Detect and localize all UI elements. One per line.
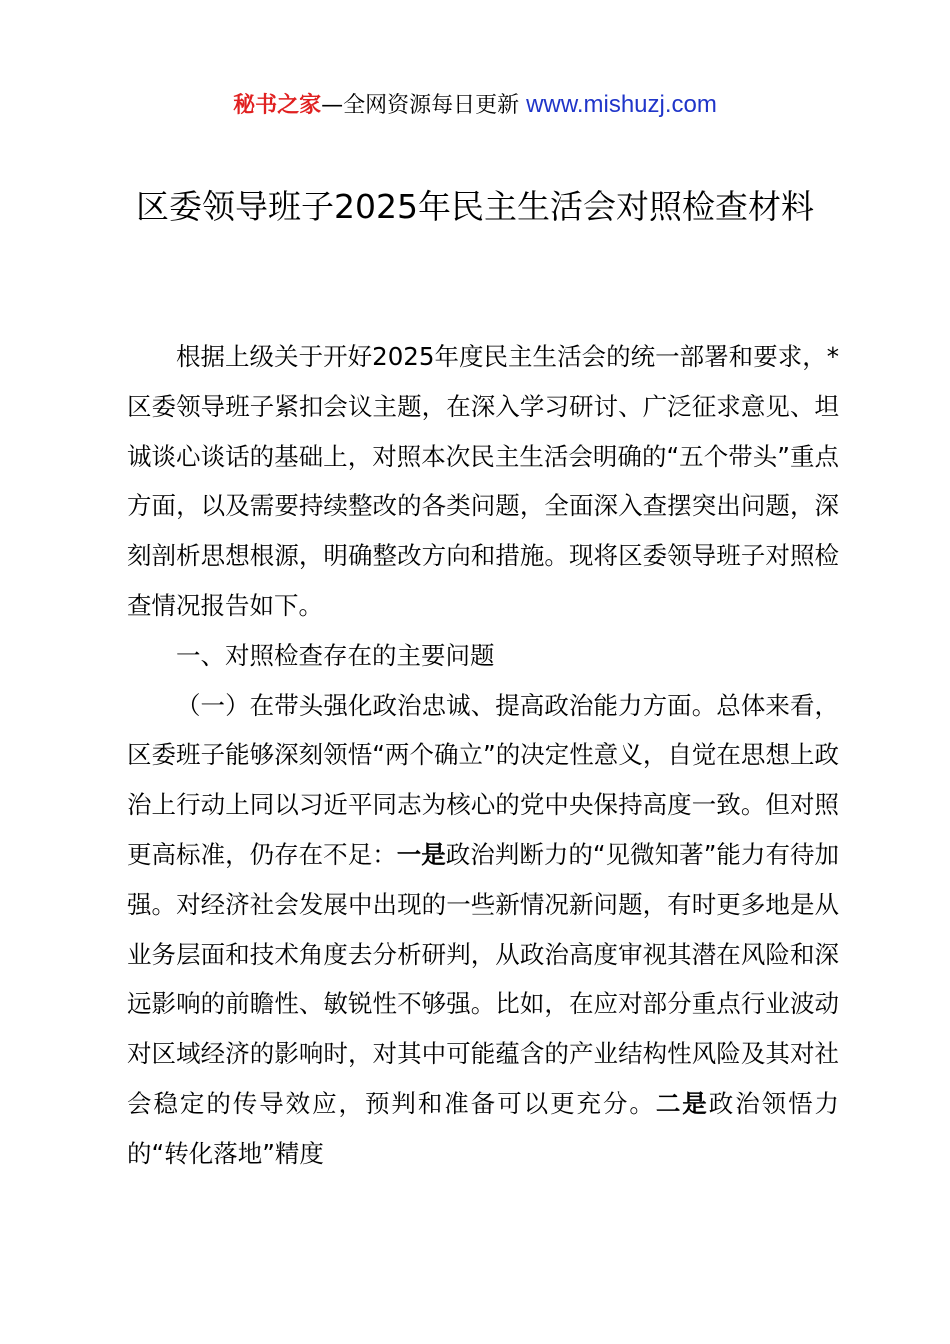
brand-name: 秘书之家 (233, 93, 322, 118)
point-one-marker: 一是 (396, 839, 446, 869)
site-url[interactable]: www.mishuzj.com (526, 91, 717, 118)
site-header (0, 88, 950, 123)
document-title: 区委领导班子2025年民主生活会对照检查材料 (136, 187, 814, 226)
header-tagline: —全网资源每日更新 (321, 93, 527, 118)
intro-paragraph: 根据上级关于开好2025年度民主生活会的统一部署和要求，*区委领导班子紧扣会议主题，在深入学习研讨、广泛征求意见、坦诚谈心谈话的基础上，对照本次民主生活会明确的“五个带头”重点方面，以及需要持续整改的各类问题，全面深入查摆突出问题，深刻剖析思想根源，明确整改方向和措施。现将区委领导班子对照检查情况报告如下。 (127, 342, 839, 620)
point-two-marker: 二是 (655, 1088, 709, 1118)
subsection-text-2: 政治判断力的“见微知著”能力有待加强。对经济社会发展中出现的一些新情况新问题，有时更多地是从业务层面和技术角度去分析研判，从政治高度审视其潜在风险和深远影响的前瞻性、敏锐性不够强。比如，在应对部分重点行业波动对区域经济的影响时，对其中可能蕴含的产业结构性风险及其对社会稳定的传导效应，预判和准备可以更充分。 (127, 839, 840, 1118)
subsection-text-1: （一）在带头强化政治忠诚、提高政治能力方面。总体来看，区委班子能够深刻领悟“两个确立”的决定性意义，自觉在思想上政治上行动上同以习近平同志为核心的党中央保持高度一致。但对照更高标准，仍存在不足： (127, 690, 839, 869)
section-heading: 一、对照检查存在的主要问题 (176, 640, 495, 670)
subsection-text-3: 政治领悟力的“转化落地”精度 (127, 1088, 840, 1168)
document-body (127, 332, 839, 1179)
subsection-paragraph (127, 681, 839, 1179)
